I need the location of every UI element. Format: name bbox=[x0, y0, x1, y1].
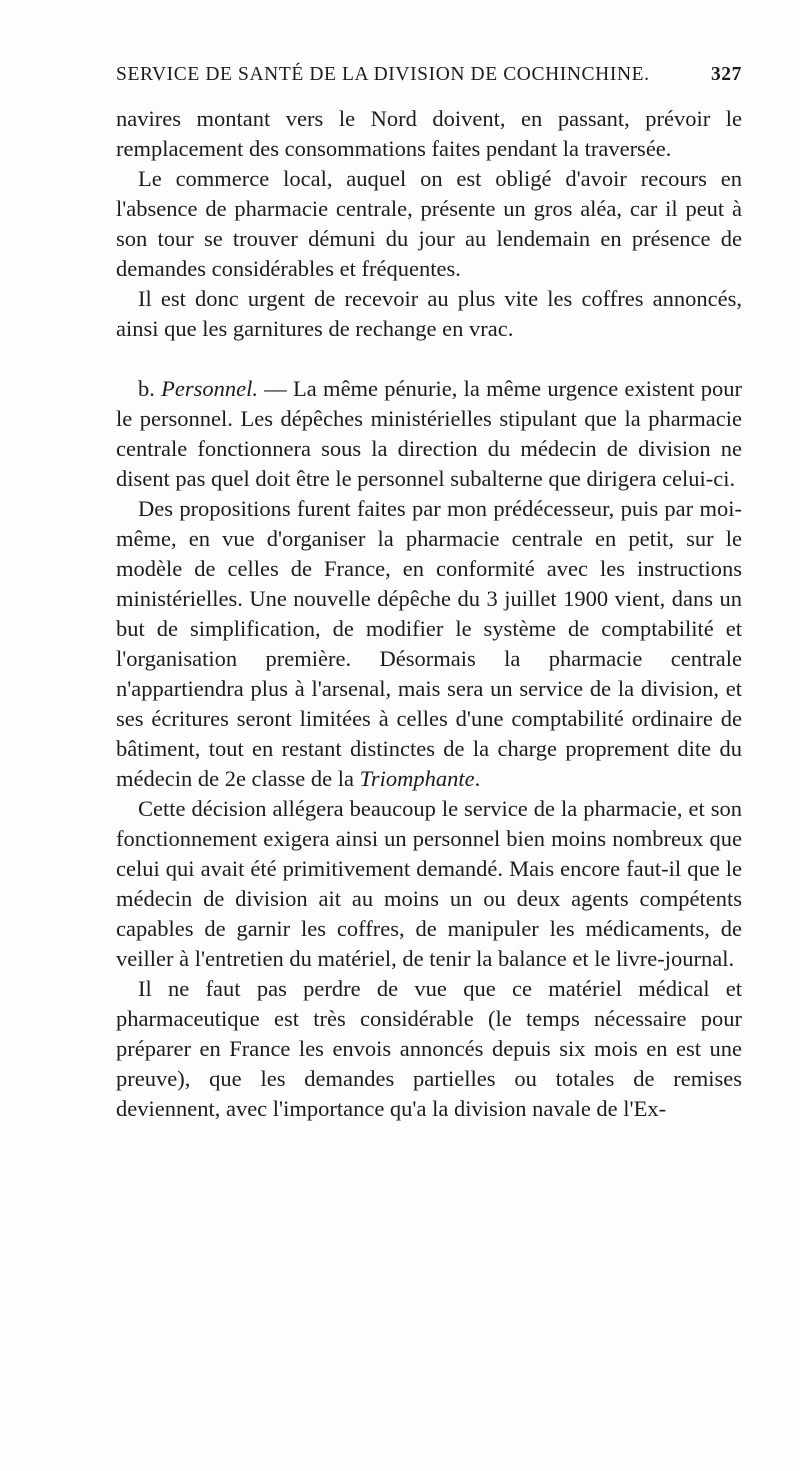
page-number: 327 bbox=[710, 64, 742, 85]
section-label-personnel: Personnel. bbox=[161, 376, 259, 401]
paragraph-urgent-coffers: Il est donc urgent de recevoir au plus vite les coffres annoncés, ainsi que les garnitures de rechange en vrac. bbox=[116, 286, 742, 341]
paragraph-propositions bbox=[116, 494, 742, 794]
paragraph-personnel bbox=[116, 374, 742, 494]
paragraph-decision: Cette décision allégera beaucoup le service de la pharmacie, et son fonctionnement exigera ainsi un personnel bien moins nombreux que celui qui avait été primitivement demandé. Mais encore faut-il que le médecin de division ait au moins un ou deux agents compétents capables de garnir les coffres, de manipuler les médicaments, de veiller à l'entretien du matériel, de tenir la balance et le livre-journal. bbox=[116, 796, 742, 971]
running-title: SERVICE DE SANTÉ DE LA DIVISION DE COCHINCHINE. bbox=[116, 64, 650, 85]
body-text bbox=[116, 104, 742, 1124]
section-marker: b. bbox=[138, 376, 162, 401]
running-header bbox=[116, 64, 742, 94]
paragraph-material: Il ne faut pas perdre de vue que ce matériel médical et pharmaceutique est très considérable (le temps nécessaire pour préparer en France les envois annoncés depuis six mois en est une preuve), que les demandes partielles ou totales de remises deviennent, avec l'importance qu'a la division navale de l'Ex- bbox=[116, 976, 742, 1121]
propositions-text: Des propositions furent faites par mon prédécesseur, puis par moi-même, en vue d'organiser la pharmacie centrale en petit, sur le modèle de celles de France, en conformité avec les instructions ministérielles. Une nouvelle dépêche du 3 juillet 1900 vient, dans un but de simplification, de modifier le système de comptabilité et l'organisation première. Désormais la pharmacie centrale n'appartiendra plus à l'arsenal, mais sera un service de la division, et ses écritures seront limitées à celles d'une comptabilité ordinaire de bâtiment, tout en restant distinctes de la charge proprement dite du médecin de 2e classe de la bbox=[116, 496, 742, 791]
ship-name: Triomphante bbox=[359, 766, 475, 791]
paragraph-continuation: navires montant vers le Nord doivent, en passant, prévoir le remplacement des consommations faites pendant la traversée. bbox=[116, 106, 742, 161]
propositions-end: . bbox=[474, 766, 481, 791]
personnel-text: — La même pénurie, la même urgence existent pour le personnel. Les dépêches ministérielles stipulant que la pharmacie centrale fonctionnera sous la direction du médecin de division ne disent pas quel doit être le personnel subalterne que dirigera celui-ci. bbox=[116, 376, 742, 491]
paragraph-local-commerce: Le commerce local, auquel on est obligé d'avoir recours en l'absence de pharmacie centrale, présente un gros aléa, car il peut à son tour se trouver démuni du jour au lendemain en présence de demandes considérables et fréquentes. bbox=[116, 166, 742, 281]
